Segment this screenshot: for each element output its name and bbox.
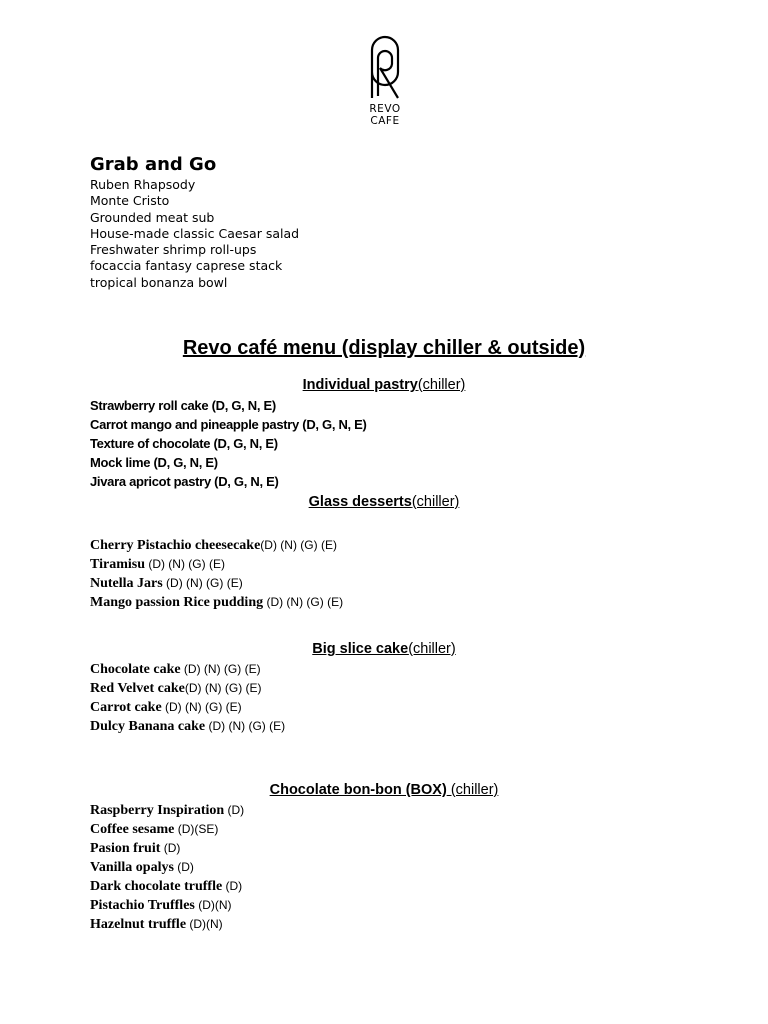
- item-tags: (D) (N) (G) (E): [161, 700, 242, 714]
- item-tags: (D): [224, 803, 245, 817]
- item-name: Carrot cake: [90, 700, 162, 715]
- item-tags: (D): [222, 879, 243, 893]
- list-item: tropical bonanza bowl: [90, 274, 228, 290]
- item-name: Tiramisu: [90, 557, 145, 572]
- list-item: [90, 877, 244, 896]
- list-item: Strawberry roll cake (D, G, N, E): [90, 398, 276, 413]
- section-heading-text: Big slice cake: [312, 641, 409, 657]
- item-name: Pistachio Truffles: [90, 898, 195, 913]
- item-tags: (D) (N) (G) (E): [260, 538, 337, 552]
- list-item: [90, 717, 285, 736]
- section-heading-note: (chiller): [446, 782, 499, 798]
- item-name: Raspberry Inspiration: [90, 803, 225, 818]
- item-tags: (D): [160, 841, 181, 855]
- section-heading-text: Glass desserts: [308, 494, 412, 510]
- item-tags: (D) (N) (G) (E): [263, 595, 344, 609]
- section-heading-chocolate-bonbon: [0, 781, 768, 799]
- list-item: [90, 839, 244, 858]
- list-item: [90, 915, 244, 934]
- item-name: Mango passion Rice pudding: [90, 595, 264, 610]
- list-item: [90, 555, 343, 574]
- list-item: Mock lime (D, G, N, E): [90, 455, 218, 470]
- item-name: Cherry Pistachio cheesecake: [90, 538, 261, 553]
- big-slice-cake-list: [90, 660, 285, 736]
- list-item: Monte Cristo: [90, 193, 170, 209]
- list-item: [90, 801, 244, 820]
- list-item: Grounded meat sub: [90, 209, 215, 225]
- list-item: [90, 536, 343, 555]
- item-tags: (D)(SE): [174, 822, 219, 836]
- glass-desserts-list: [90, 536, 343, 612]
- item-name: Vanilla opalys: [90, 860, 174, 875]
- item-tags: (D): [173, 860, 194, 874]
- list-item: Ruben Rhapsody: [90, 177, 196, 192]
- revo-cafe-logo-icon: [362, 28, 408, 102]
- item-tags: (D)(N): [186, 917, 223, 931]
- item-tags: (D) (N) (G) (E): [162, 576, 243, 590]
- section-heading-note: (chiller): [417, 377, 466, 393]
- list-item: [90, 698, 285, 717]
- menu-title: Revo café menu (display chiller & outside): [182, 337, 586, 359]
- list-item: [90, 679, 285, 698]
- list-item: Texture of chocolate (D, G, N, E): [90, 436, 278, 451]
- section-heading-big-slice-cake: [0, 640, 768, 658]
- revo-cafe-logo: [362, 28, 408, 132]
- list-item: Freshwater shrimp roll-ups: [90, 242, 257, 258]
- item-tags: (D) (N) (G) (E): [144, 557, 225, 571]
- logo-line-2: CAFE: [370, 115, 400, 127]
- section-heading-individual-pastry: [0, 376, 768, 394]
- list-item: House-made classic Caesar salad: [90, 225, 300, 241]
- chocolate-bonbon-list: [90, 801, 244, 934]
- list-item: [90, 574, 343, 593]
- item-name: Nutella Jars: [90, 576, 163, 591]
- individual-pastry-list: [90, 396, 367, 491]
- item-tags: (D) (N) (G) (E): [205, 719, 286, 733]
- list-item: [90, 820, 244, 839]
- item-name: Dulcy Banana cake: [90, 719, 206, 734]
- item-tags: (D)(N): [194, 898, 232, 912]
- section-heading-glass-desserts: [0, 493, 768, 511]
- logo-line-1: REVO: [369, 103, 401, 115]
- item-name: Chocolate cake: [90, 662, 181, 677]
- section-heading-note: (chiller): [411, 494, 460, 510]
- item-name: Pasion fruit: [90, 841, 161, 856]
- list-item: [90, 896, 244, 915]
- grab-and-go-list: [90, 177, 299, 291]
- item-tags: (D) (N) (G) (E): [184, 681, 262, 695]
- item-name: Hazelnut truffle: [90, 917, 187, 932]
- list-item: Jivara apricot pastry (D, G, N, E): [90, 474, 279, 489]
- list-item: [90, 593, 343, 612]
- list-item: [90, 858, 244, 877]
- list-item: [90, 660, 285, 679]
- item-name: Dark chocolate truffle: [90, 879, 223, 894]
- list-item: focaccia fantasy caprese stack: [90, 258, 283, 274]
- item-name: Coffee sesame: [90, 822, 175, 837]
- list-item: Carrot mango and pineapple pastry (D, G, N, E): [90, 417, 367, 432]
- section-heading-note: (chiller): [408, 641, 456, 657]
- section-heading-text: Individual pastry: [302, 377, 418, 393]
- grab-and-go-title: Grab and Go: [90, 154, 217, 175]
- item-name: Red Velvet cake: [90, 681, 185, 696]
- item-tags: (D) (N) (G) (E): [180, 662, 261, 676]
- section-heading-text: Chocolate bon-bon (BOX): [269, 782, 447, 798]
